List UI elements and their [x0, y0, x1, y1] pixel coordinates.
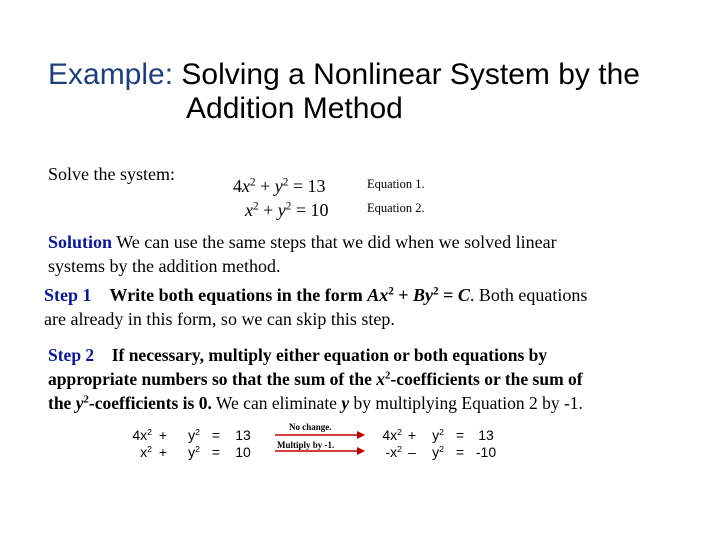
solution-line2: systems by the addition method. — [48, 256, 281, 276]
step2-line3b: -coefficients is 0. — [88, 393, 212, 413]
eq2-rhs: = 10 — [291, 200, 329, 220]
step1-tail: . Both equations — [469, 285, 588, 305]
right-r1-term2: $y^2$ — [432, 426, 444, 443]
eq1-coef: 4 — [233, 176, 242, 196]
step1-line2: are already in this form, so we can skip this step. — [44, 309, 395, 329]
right-r2-term2: $y^2$ — [432, 443, 444, 460]
solution-heading: Solution — [48, 232, 113, 252]
equation-2: $x^2 + y^2 = 10$ — [245, 200, 329, 220]
left-r2-rhs: 10 — [235, 444, 251, 460]
multiply-note: Multiply by -1. — [277, 440, 335, 450]
system-prompt: Solve the system: — [48, 164, 175, 184]
left-r2-term2: $y^2$ — [188, 443, 200, 460]
step2-line3c: We can eliminate — [211, 393, 342, 413]
step2-line2b: -coefficients or the sum of — [390, 369, 583, 389]
step1-bold-text: Write both equations in the form — [109, 285, 368, 305]
step1-line1: Step 1 Write both equations in the form $Ax^2 + By^2 = C$. Both equations — [44, 285, 588, 305]
step1-heading: Step 1 — [44, 285, 92, 305]
equation-2-label: Equation 2. — [367, 201, 425, 215]
left-r2-eq: = — [211, 444, 221, 460]
right-r2-eq: = — [455, 444, 465, 460]
right-r1-op: + — [407, 427, 417, 443]
step2-line2: appropriate numbers so that the sum of the $x^2$-coefficients or the sum of — [48, 369, 583, 389]
equation-1-label: Equation 1. — [367, 177, 425, 191]
left-r1-rhs: 13 — [235, 427, 251, 443]
title-line2: Addition Method — [186, 92, 403, 125]
title-line1: Solving a Nonlinear System by the — [181, 58, 640, 91]
left-r1-eq: = — [211, 427, 221, 443]
title-prefix: Example: — [48, 58, 174, 91]
right-r2-term1: $-x^2$ — [385, 443, 402, 460]
left-r1-term1: $4x^2$ — [132, 426, 152, 443]
solution-text1: We can use the same steps that we did when we solved linear — [112, 232, 557, 252]
right-r2-op: – — [408, 444, 416, 460]
left-r1-term2: $y^2$ — [188, 426, 200, 443]
right-r1-rhs: 13 — [478, 427, 494, 443]
right-r2-rhs: -10 — [475, 444, 497, 460]
step2-line1 — [48, 344, 547, 366]
no-change-note: No change. — [289, 422, 332, 432]
left-r2-op: + — [158, 444, 168, 460]
multiply-arrow-icon — [275, 447, 365, 455]
no-change-arrow-icon — [275, 431, 365, 439]
solution-line1 — [48, 231, 557, 253]
step2-text1: If necessary, multiply either equation or both equations by — [111, 345, 548, 365]
left-r1-op: + — [158, 427, 168, 443]
equation-1: $4x^2 + y^2 = 13$ — [233, 176, 326, 196]
step2-line3a: the — [48, 393, 76, 413]
right-r1-eq: = — [455, 427, 465, 443]
right-r1-term1: $4x^2$ — [382, 426, 402, 443]
eq1-rhs: = 13 — [288, 176, 326, 196]
step2-line3: the $y^2$-coefficients is 0. We can eliminate y by multiplying Equation 2 by -1. — [48, 393, 583, 413]
slide-title — [48, 58, 640, 92]
step2-line3d: by multiplying Equation 2 by -1. — [349, 393, 583, 413]
step2-line2a: appropriate numbers so that the sum of the — [48, 369, 377, 389]
eq1-plus: + — [255, 176, 275, 196]
eq2-plus: + — [258, 200, 278, 220]
step2-heading: Step 2 — [48, 345, 95, 365]
left-r2-term1: $x^2$ — [140, 443, 152, 460]
